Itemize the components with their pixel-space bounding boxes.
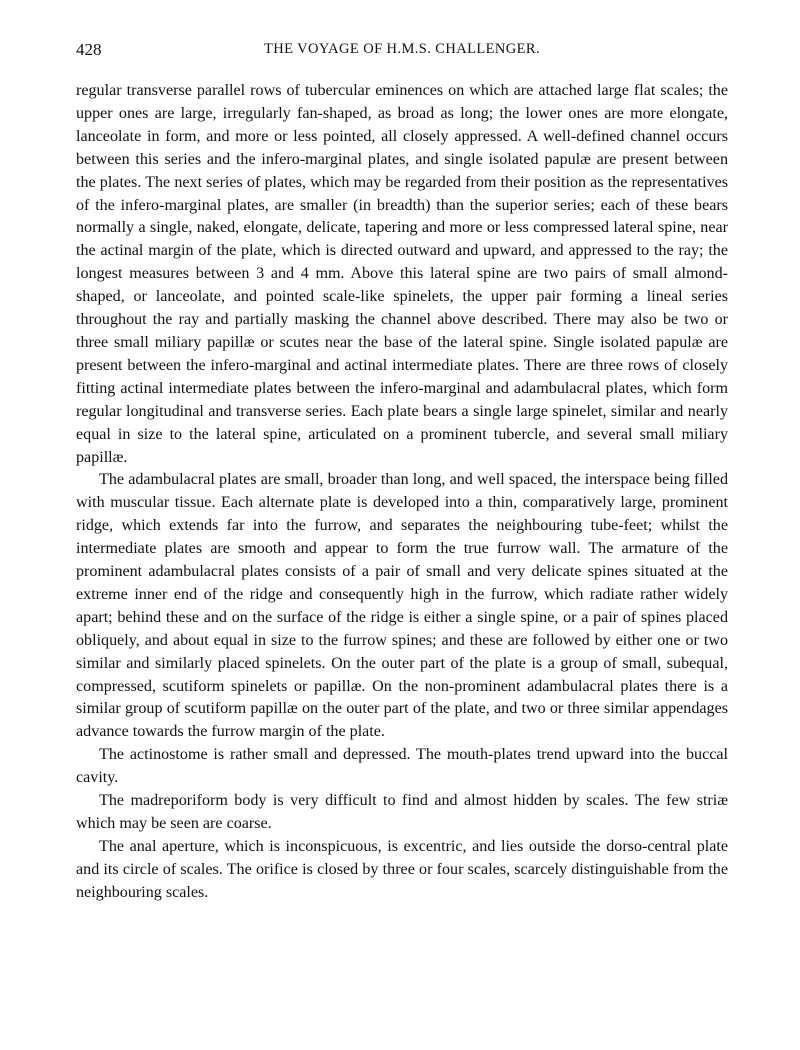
body-text — [76, 80, 728, 905]
running-head — [76, 40, 728, 60]
paragraph-adambulacral-plates: The adambulacral plates are small, broader than long, and well spaced, the interspace being filled with muscular tissue. Each alternate plate is developed into a thin, comparatively large, prominent ridge, which extends far into the furrow, and separates the neighbouring tube-feet; whilst the intermediate plates are smooth and appear to form the true furrow wall. The armature of the prominent adambulacral plates consists of a pair of small and very delicate spines situated at the extreme inner end of the ridge and consequently high in the furrow, which radiate rather widely apart; behind these and on the surface of the ridge is either a single spine, or a pair of spines placed obliquely, and about equal in size to the furrow spines; and these are followed by either one or two similar and similarly placed spinelets. On the outer part of the plate is a group of small, subequal, compressed, scutiform spinelets or papillæ. On the non-prominent adambulacral plates there is a similar group of scutiform papillæ on the outer part of the plate, and two or three similar appendages advance towards the furrow margin of the plate. — [76, 471, 728, 741]
running-title: THE VOYAGE OF H.M.S. CHALLENGER. — [264, 41, 540, 57]
paragraph-madreporiform-body: The madreporiform body is very difficult to find and almost hidden by scales. The few striæ which may be seen are coarse. — [76, 792, 728, 832]
paragraph-spines-and-plates: regular transverse parallel rows of tubercular eminences on which are attached large flat scales; the upper ones are large, irregularly fan-shaped, as broad as long; the lower ones are more elongate, lanceolate in form, and more or less pointed, all closely appressed. A well-defined channel occurs between this series and the infero-marginal plates, and single isolated papulæ are present between the plates. The next series of plates, which may be regarded from their position as the representatives of the infero-marginal plates, are smaller (in breadth) than the superior series; each of these bears normally a single, naked, elongate, delicate, tapering and more or less compressed lateral spine, near the actinal margin of the plate, which is directed outward and upward, and appressed to the ray; the longest measures between 3 and 4 mm. Above this lateral spine are two pairs of small almond-shaped, or lanceolate, and pointed scale-like spinelets, the upper pair forming a lineal series throughout the ray and partially masking the channel above described. There may also be two or three small miliary papillæ or scutes near the base of the lateral spine. Single isolated papulæ are present between the infero-marginal and actinal intermediate plates. There are three rows of closely fitting actinal intermediate plates between the infero-marginal and adambulacral plates, which form regular longitudinal and transverse series. Each plate bears a single large spinelet, similar and nearly equal in size to the lateral spine, articulated on a prominent tubercle, and several small miliary papillæ. — [76, 82, 728, 466]
page-number: 428 — [76, 40, 102, 59]
paragraph-actinostome: The actinostome is rather small and depressed. The mouth-plates trend upward into the buccal cavity. — [76, 746, 728, 787]
paragraph-anal-aperture: The anal aperture, which is inconspicuous, is excentric, and lies outside the dorso-central plate and its circle of scales. The orifice is closed by three or four scales, scarcely distinguishable from the neighbouring scales. — [76, 837, 728, 901]
